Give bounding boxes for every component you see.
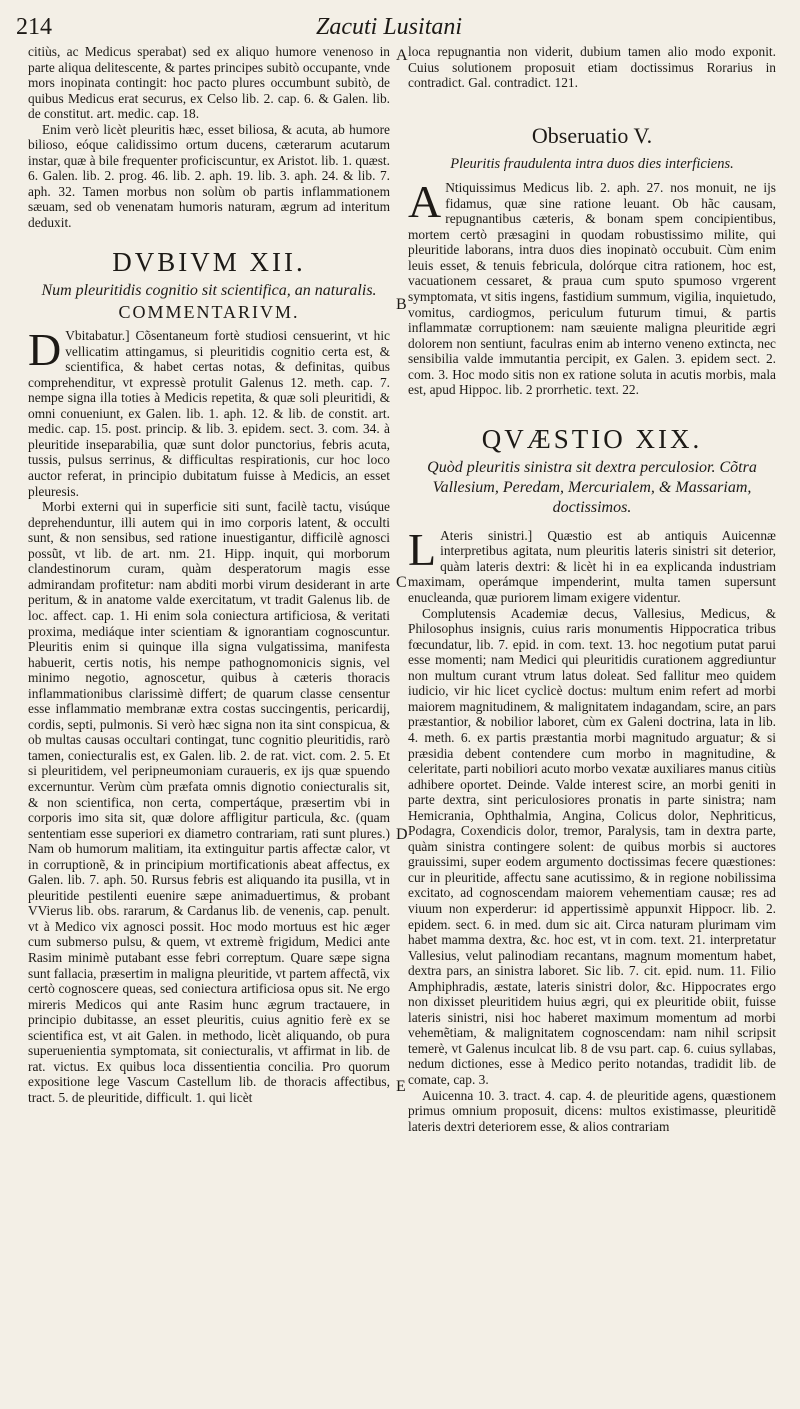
margin-letter-a: A — [396, 47, 408, 64]
quaestio-heading: QVÆSTIO XIX. — [481, 423, 703, 454]
right-paragraph-5: Auicenna 10. 3. tract. 4. cap. 4. de pleuritide agens, quæstionem primus omnium proposuit, dicens: multos existimasse, pleuritidẽ lateris dextri deteriorem esse, & alios contrariam — [408, 1087, 776, 1134]
page-number: 214 — [16, 14, 52, 40]
right-paragraph-2 — [408, 176, 776, 398]
observatio-heading: Obseruatio V. — [531, 122, 653, 148]
left-paragraph-1: citiùs, ac Medicus sperabat) sed ex aliquo humore venenoso in parte aliqua delitescente, & partes principes subitò occupante, vnde mors inopinata contingit: hoc pacto plures occumbunt subitò, de quibus Medicus erat securus, ex Celso lib. 2. cap. 6. & Galen. lib. de constitut. art. medic. cap. 18. — [28, 44, 390, 122]
commentarium-heading: COMMENTARIVM. — [118, 301, 300, 322]
right-paragraph-2-text: Ntiquissimus Medicus lib. 2. aph. 27. nos monuit, ne ijs fidamus, quæ sine ratione leuant. Ob hãc causam, repugnantibus cæteris, & bonam spem concipientibus, mortem certò præsagini in quodam robustissimo milite, qui pleuritide laborans, intra duos dies inopinatò occubuit. Cùm enim leuis esset, & tenuis febricula, dolórque citra rationem, hoc est, vacuationem cessaret, & praua cum sputo spumoso vrgerent symptomata, vt sitis ingens, fastidium summum, vigilia, inquietudo, vomitus, cardiogmos, periculum futurum timui, & partis inflammatæ corruptionem: nam sæuiente maligna pleuritide ægri dolorem non sentiunt, faculras enim ab interno veneno extincta, nec sensibilia valde immutantia percipit, ex Galen. 3. epidem sect. 2. com. 3. Hoc modo sitis non ex ratione soluta in acutis morbis, mala est, apud Hippoc. lib. 2 prorrhetic. text. 22. — [408, 180, 776, 398]
drop-cap-l: L — [408, 523, 437, 575]
right-column — [408, 44, 776, 1134]
right-paragraph-4: Complutensis Academiæ decus, Vallesius, Medicus, & Philosophus insignis, cuius raris monumentis Hippocratica tribus fœcundatur, lib. 7. epid. in com. text. 13. hoc negotium putat parui esse momenti; nam Medici qui pleuritidis curationem aggrediuntur non multum curant vtrum latus doleat. Sed fallitur meo quidem iudicio, vir hic licet cyclicè doctus: multum enim refert ad morbi maiorem magnitudinem, & malignitatem indagandam, scire, an pars præstantior, & nobilior laboret, cùm ex Galeni doctrina, lata in lib. 4. meth. 6. ex partis præstantia morbi magnitudo arguatur; & si præsidia debent contendere cum morbo in magnitudine, & celeritate, parti nobiliori acuto morbo vexatæ auxiliares manus citiùs adhibere oportet. Deinde. Valde interest scire, an morbi geniti in parte dextra, sint periculosiores pronatis in parte sinistra; nam Hemicrania, Ophthalmia, Angina, Colicus dolor, Nephriticus, Podagra, Coxendicis dolor, tremor, Paralysis, tam in dextra parte, quàm sinistra contingere solent: de quibus morbis si auctores grauissimi, super eodem argumento doctissimas fecere quæstiones: cur in pleuritide, affectu sane acutissimo, & in regione nobilissima excitato, ad cognoscendam maiorem vehementiam causæ; res ad viuum non experderur: id appertissimè appunxit Hippocr. lib. 2. epidem. sect. 6. in med. dum sic ait. Circa naturam plurimam vim habet mamma dextra, &c. hoc est, vt in com. text. 21. interpretatur Vallesius, velut palinodiam recantans, magnum momentum habet, dextra pars, an sinistra laboret. Sic lib. 7. cit. epid. num. 11. Filio Amphiphradis, æstate, lateris sinistri dolor, &c. Hippocrates ergo non dixisset pleuritidem huius ægri, qui ex pleuritide obiit, fuisse lateris sinistri, nisi hoc haberet maximum momentum ad morbi vehemẽtiam, & malignitatem cognoscendam: nam nihil scripsit temerè, vt Galenus inculcat lib. 8 de vsu part. cap. 6. cuius syllabas, nedum dictiones, esse à Medico perito notandas, tradidit lib. de comate, cap. 3. — [408, 605, 776, 1087]
left-column — [28, 44, 390, 1105]
left-paragraph-2: Enim verò licèt pleuritis hæc, esset biliosa, & acuta, ab humore bilioso, eóque calidissimo ortum ducens, cæterarum acutarum instar, quæ à bile frequenter proficiscuntur, ex Aristot. lib. 1. quæst. 6. Galen. lib. 2. prog. 46. lib. 2. aph. 19. lib. 3. aph. 24. & lib. 7. aph. 32. Tamen morbus non solùm ob partis inflammationem sæuam, sed ob venenatam humoris naturam, ægrum ad interitum deduxit. — [28, 121, 390, 231]
dubium-subheading: Num pleuritidis cognitio sit scientifica, an naturalis. — [41, 281, 377, 299]
margin-letter-e: E — [396, 1078, 406, 1095]
quaestio-subheading: Quòd pleuritis sinistra sit dextra perculosior. Cõtra Vallesium, Peredam, Mercurialem, & Massariam, doctissimos. — [427, 458, 757, 516]
left-paragraph-3-text: Vbitabatur.] Cõsentaneum fortè studiosi censuerint, vt hic vellicatim attingamus, si pleuritidis cognitio certa est, & scientifica, & habet certas notas, & definitas, quibus comprehenditur, vt expressè protulit Galenus 12. meth. cap. 7. nempe signa illa toties à Medicis repetita, & quæ soli pleuritidi, & omni conueniunt, ex Galen. lib. 1. aph. 12. & lib. de constit. art. medic. cap. 15. post. princip. & lib. 3. epidem. sect. 3. com. 34. à pleuritide inseparabilia, quæ sunt dolor punctorius, febris acuta, tussis, pulsus serrinus, & difficultas respirationis, cur hoc loco auctor referat, in principio dubitatum fuisse à Medicis, an esset pleuresis. — [28, 328, 390, 499]
left-paragraph-3 — [28, 324, 390, 499]
page-header — [16, 14, 784, 44]
right-paragraph-3-text: Ateris sinistri.] Quæstio est ab antiquis Auicennæ interpretibus agitata, num pleuritis lateris sinistri sit deterior, quàm lateris dextri: & licèt hi in ea explicanda industriam maximam, operámque impenderint, multa tamen supersunt enucleanda, quæ puriorem limam exigere videntur. — [408, 527, 776, 606]
left-paragraph-4: Morbi externi qui in superficie siti sunt, facilè tactu, visúque deprehenduntur, illi autem qui in imo corporis latent, & occulti sunt, & non sensibus, sed ratione inuestigantur, difficilè agnosci possũt, vt lib. de art. nm. 21. Hipp. inquit, qui morborum clandestinorum curam, quàm desperatorum magis esse admirandam profitetur: nam abditi morbi virum desiderant in arte peritum, & in anatome valde exercitatum, vt tradit Galenus lib. de loc. affect. cap. 1. Hi enim sola coniectura artificiosa, & veritati proxima, mediáque inter scientiam & ignorantiam cognoscuntur. Pleuritis enim si quinque illa signa vulgatissima, manifesta habuerit, certis notis, his nempe pathognomonicis signis, vel minimo negotio, agnoscetur, quibus à cæteris thoracis inflammationibus clarissimè differt; de quarum classe censentur esse inflammatio membranæ extra costas succingentis, pericardij, cordis, septi, pulmonis. Si verò hæc signa non ita sint conspicua, & ob multas causas occultari contingat, tunc cognitio pleuritidis, rarò tamen, coniecturalis est, ex Galen. lib. 2. de rat. vict. com. 2. 5. Et si pleuritidem, vel peripneumoniam curaueris, ex ijs quæ spuendo excernuntur. Verùm cùm præfata omnis dignotio coniecturalis sit, & non scientifica, non certa, compertáque, præsertim vbi in corporis imo sita sit, quæ dolore affligitur particula, &c. (quam sententiam esse superiori ex diametro contrariam, rati sunt plures.) Nam ob humorum malitiam, ita extinguitur partis affectæ calor, vt in corruptionẽ, & in principium mortificationis abeat affectus, ex Galen. lib. 7. aph. 50. Rursus febris est aliquando ita pusilla, vt in pleuritide pestilenti euenire sæpe animaduertimus, & probant VVierus lib. obs. rararum, & Cardanus lib. de venenis, cap. penult. vt à Medico vix agnosci possit. Hoc modo mortuus est hic æger cum submerso pulsu, & quem, vt extremè frigidum, Medici ante Rasim minimè putabant esse febri correptum. Quare sæpe signa sunt fallacia, præsertim in maligna pleuritide, vt partem affectã, vix certò cognoscere queas, sed coniectura artificiosa opus sit. Ne ergo mireris Medicos qui ante Rasim hunc ægrum tractauere, in principio dubitasse, an esset pleuritis, cuius agnitio ferè ex se scientifica est, vt ait Galen. in methodo, licèt aliquando, ob pura superuenientia symptomata, sit coniecturalis, vt affirmat in lib. de rat. victus. Ex quibus loca dissentientia concilia. Pro quorum expositione lege Vascum Castellum lib. de thoracis affectibus, tract. 5. de pleuritide, difficult. 1. qui licèt — [28, 499, 390, 1105]
margin-letter-b: B — [396, 296, 407, 313]
drop-cap-a: A — [408, 176, 442, 228]
margin-letter-d: D — [396, 826, 408, 843]
observatio-subheading: Pleuritis fraudulenta intra duos dies interficiens. — [450, 155, 734, 172]
right-paragraph-3 — [408, 523, 776, 606]
drop-cap-d: D — [28, 324, 62, 376]
margin-letter-c: C — [396, 574, 407, 591]
running-head: Zacuti Lusitani — [316, 14, 463, 40]
dubium-heading: DVBIVM XII. — [112, 246, 306, 277]
right-paragraph-1: loca repugnantia non viderit, dubium tamen alio modo exponit. Cuius solutionem proposuit etiam doctissimus Rorarius in contradict. Gal. contradict. 121. — [408, 44, 776, 91]
